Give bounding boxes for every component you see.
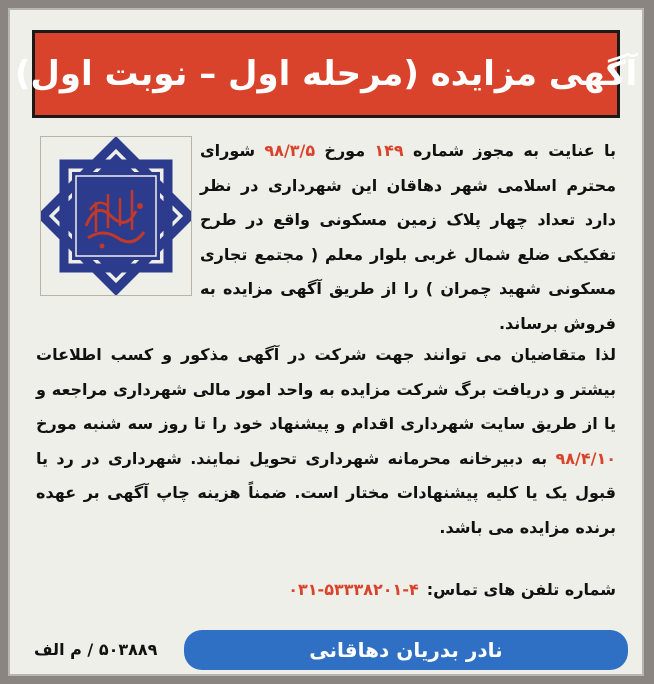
paragraph-1-text-a: با عنایت به مجوز شماره (403, 141, 616, 160)
paragraph-1-text-c: شورای محترم اسلامی شهر دهاقان این شهرداری در نظر دارد تعداد چهار پلاک زمین مسکونی واقع در طرح تفکیکی ضلع شمال غربی بلوار معلم ( مجتمع تجاری مسکونی شهید چمران ) را از طریق آگهی مزایده به فروش برساند. (200, 141, 616, 333)
notice-title: آگهی مزایده (مرحله اول – نوبت اول) (14, 54, 638, 94)
signatory-name: نادر بدریان دهاقانی (309, 638, 503, 662)
publication-code: ۵۰۳۸۸۹ / م الف (34, 640, 158, 659)
phone-label: شماره تلفن های تماس: (426, 580, 616, 599)
municipality-emblem-icon (40, 136, 192, 296)
contact-line (288, 580, 616, 599)
notice-paragraph-2 (36, 338, 616, 546)
paragraph-1-text-b: مورخ (315, 141, 375, 160)
notice-paper (8, 8, 644, 676)
notice-paragraph-1 (200, 134, 616, 342)
deadline-date: ۹۸/۴/۱۰ (555, 448, 616, 468)
title-banner (14, 30, 638, 118)
paragraph-2-text-a: لذا متقاضیان می توانند جهت شرکت در آگهی مذکور و کسب اطلاعات بیشتر و دریافت برگ شرکت مزایده به واحد امور مالی شهرداری مراجعه و یا از طریق سایت شهرداری اقدام و پیشنهاد خود را تا روز سه شنبه مورخ (36, 345, 616, 434)
permit-number: ۱۴۹ (374, 141, 404, 160)
permit-date: ۹۸/۳/۵ (264, 141, 316, 160)
phone-number: ۰۳۱-۵۳۳۳۸۲۰۱-۴ (288, 580, 419, 599)
signature-banner (184, 630, 628, 670)
paragraph-2-text-b: به دبیرخانه محرمانه شهرداری تحویل نمایند. شهرداری در رد یا قبول یک یا کلیه پیشنهادات مختار است. ضمناً هزینه چاپ آگهی بر عهده برنده مزایده می باشد. (36, 448, 616, 537)
